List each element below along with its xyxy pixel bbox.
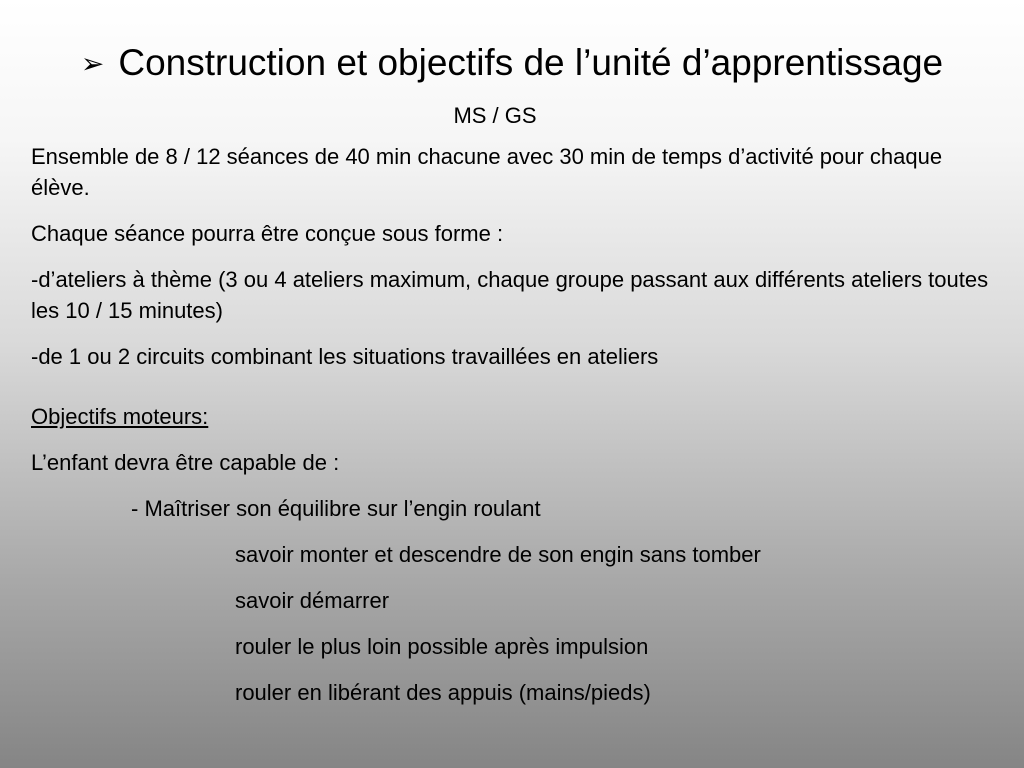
arrow-bullet-icon: ➢ [80, 48, 105, 79]
objective-sub-item: rouler le plus loin possible après impulsion [235, 634, 649, 659]
slide-title [0, 40, 1024, 87]
objective-main-item: - Maîtriser son équilibre sur l’engin roulant [131, 496, 541, 521]
objective-sub-item: savoir monter et descendre de son engin sans tomber [235, 542, 761, 567]
paragraph-circuits: -de 1 ou 2 circuits combinant les situations travaillées en ateliers [31, 344, 659, 369]
objectives-heading: Objectifs moteurs: [31, 404, 209, 429]
paragraph-session-format: Chaque séance pourra être conçue sous forme : [31, 221, 504, 246]
slide-body [31, 141, 996, 723]
objectives-intro: L’enfant devra être capable de : [31, 450, 340, 475]
slide-subtitle: MS / GS [453, 103, 537, 128]
paragraph-workshops: -d’ateliers à thème (3 ou 4 ateliers maximum, chaque groupe passant aux différents ateliers toutes les 10 / 15 minutes) [31, 267, 989, 323]
paragraph-sessions: Ensemble de 8 / 12 séances de 40 min chacune avec 30 min de temps d’activité pour chaque élève. [31, 144, 943, 200]
objective-sub-item: savoir démarrer [235, 588, 390, 613]
objective-sub-item: rouler en libérant des appuis (mains/pieds) [235, 680, 651, 705]
slide-title-text: Construction et objectifs de l’unité d’apprentissage [118, 42, 944, 83]
